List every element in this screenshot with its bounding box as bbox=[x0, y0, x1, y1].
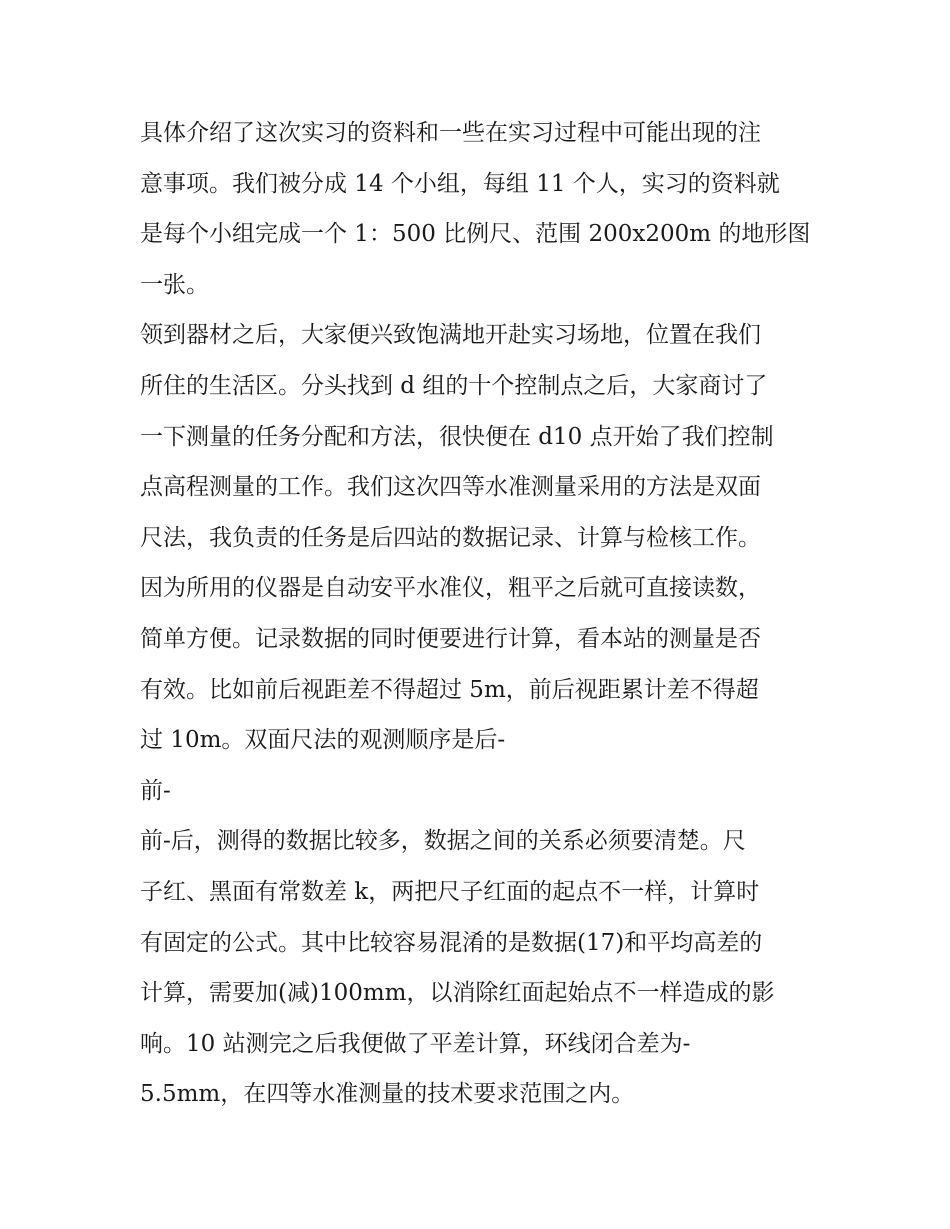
text-line: 领到器材之后，大家便兴致饱满地开赴实习场地，位置在我们 bbox=[140, 322, 761, 349]
text-line: 意事项。我们被分成 14 个小组，每组 11 个人，实习的资料就 bbox=[140, 170, 780, 197]
text-line: 因为所用的仪器是自动安平水准仪，粗平之后就可直接读数， bbox=[140, 575, 761, 602]
text-line: 子红、黑面有常数差 k，两把尺子红面的起点不一样，计算时 bbox=[140, 878, 760, 905]
body-text bbox=[140, 108, 820, 1120]
text-line: 过 10m。双面尺法的观测顺序是后- bbox=[140, 727, 506, 754]
text-line: 一张。 bbox=[140, 271, 209, 298]
text-line: 前-后，测得的数据比较多，数据之间的关系必须要清楚。尺 bbox=[140, 828, 746, 855]
text-line: 简单方便。记录数据的同时便要进行计算，看本站的测量是否 bbox=[140, 625, 761, 652]
text-line: 5.5mm，在四等水准测量的技术要求范围之内。 bbox=[140, 1081, 635, 1108]
text-line: 具体介绍了这次实习的资料和一些在实习过程中可能出现的注 bbox=[140, 120, 761, 146]
text-line: 前- bbox=[140, 777, 171, 804]
text-line: 一下测量的任务分配和方法，很快便在 d10 点开始了我们控制 bbox=[140, 423, 774, 450]
text-line: 响。10 站测完之后我便做了平差计算，环线闭合差为- bbox=[140, 1030, 691, 1057]
text-line: 计算，需要加(减)100mm，以消除红面起始点不一样造成的影 bbox=[140, 980, 775, 1007]
text-line: 有效。比如前后视距差不得超过 5m，前后视距累计差不得超 bbox=[140, 676, 759, 703]
text-line: 是每个小组完成一个 1：500 比例尺、范围 200x200m 的地形图 bbox=[140, 221, 811, 248]
text-line: 所住的生活区。分头找到 d 组的十个控制点之后，大家商讨了 bbox=[140, 372, 768, 399]
text-line: 点高程测量的工作。我们这次四等水准测量采用的方法是双面 bbox=[140, 474, 761, 501]
text-line: 有固定的公式。其中比较容易混淆的是数据(17)和平均高差的 bbox=[140, 929, 763, 956]
text-line: 尺法，我负责的任务是后四站的数据记录、计算与检核工作。 bbox=[140, 524, 761, 551]
